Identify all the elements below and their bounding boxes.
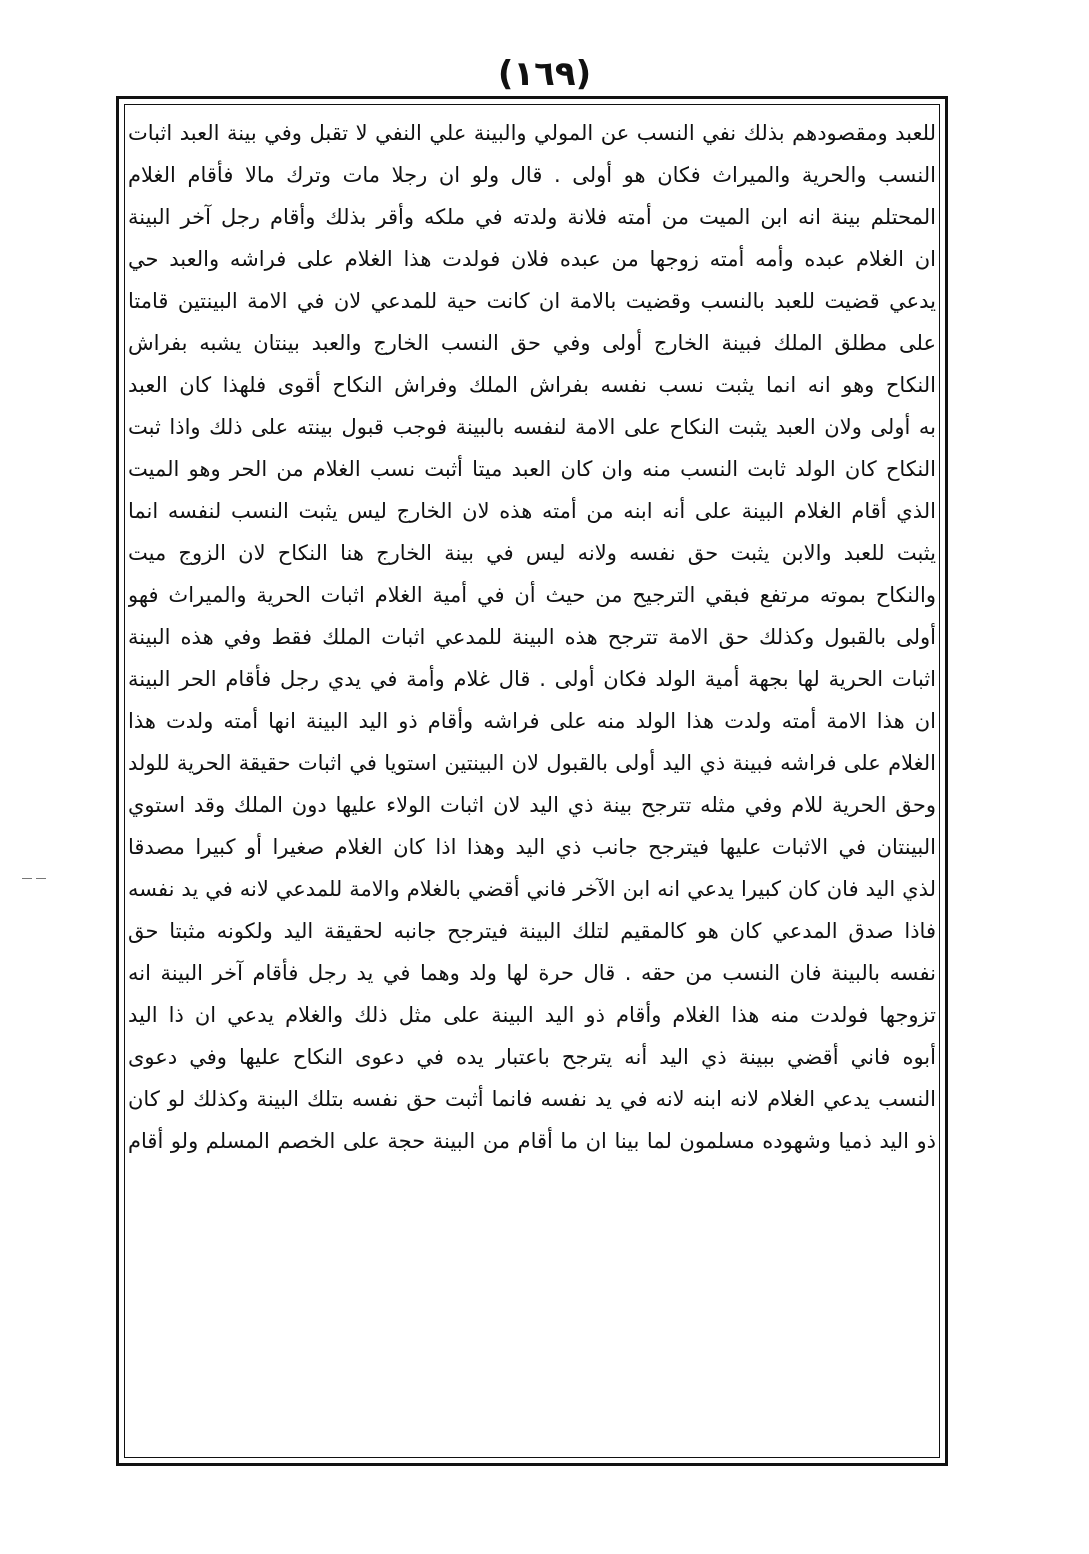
text-line: فاذا صدق المدعي كان هو كالمقيم لتلك البينة فيترجح جانبه لحقيقة اليد ولكونه مثبتا حق bbox=[128, 919, 936, 943]
text-line: للعبد ومقصودهم بذلك نفي النسب عن المولي والبينة علي النفي لا تقبل وفي بينة العبد اثبات bbox=[128, 121, 936, 145]
text-line: لذي اليد فان كان كبيرا يدعي انه ابن الآخر فاني أقضي بالغلام والامة للمدعي لانه في يد نفسه bbox=[128, 877, 936, 901]
text-line: المحتلم بينة انه ابن الميت من أمته فلانة ولدته في ملكه وأقر بذلك وأقام رجل آخر البينة bbox=[128, 205, 936, 229]
text-line: يثبت للعبد والابن يثبت حق نفسه ولانه ليس في بينة الخارج هنا النكاح لان الزوج ميت bbox=[128, 541, 936, 565]
text-line: الغلام على فراشه فبينة ذي اليد أولى بالقبول لان البينتين استويا في اثبات حقيقة الحرية للولد bbox=[128, 751, 936, 775]
text-line: النكاح كان الولد ثابت النسب منه وان كان العبد ميتا أثبت نسب الغلام من الحر وهو الميت bbox=[128, 457, 936, 481]
text-line: الذي أقام الغلام البينة على أنه ابنه من أمته هذه لان الخارج ليس يثبت النسب لنفسه انما bbox=[128, 499, 936, 523]
text-line: البينتان في الاثبات عليها فيترجح جانب ذي اليد وهذا اذا كان الغلام صغيرا أو كبيرا مصدقا bbox=[128, 835, 936, 859]
text-line: اثبات الحرية لها بجهة أمية الولد فكان أولى . قال غلام وأمة في يدي رجل فأقام الحر البينة bbox=[128, 667, 936, 691]
text-line: النسب يدعي الغلام لانه ابنه لانه في يد نفسه فانما أثبت حق نفسه بتلك البينة وكذلك لو كان bbox=[128, 1087, 936, 1111]
text-line: تزوجها فولدت منه هذا الغلام وأقام ذو اليد البينة على مثل ذلك والغلام يدعي ان ذا اليد bbox=[128, 1003, 936, 1027]
text-line: النكاح وهو انه انما يثبت نسب نفسه بفراش الملك وفراش النكاح أقوى فلهذا كان العبد bbox=[128, 373, 936, 397]
text-line: به أولى ولان العبد يثبت النكاح على الامة لنفسه بالبينة فوجب قبول بينته على ذلك واذا ثبت bbox=[128, 415, 936, 439]
text-line: أبوه فاني أقضي ببينة ذي اليد أنه يترجح باعتبار يده في دعوى النكاح عليها وفي دعوى bbox=[128, 1045, 936, 1069]
text-line: ان الغلام عبده وأمه أمته زوجها من عبده فلان فولدت هذا الغلام على فراشه والعبد حي bbox=[128, 247, 936, 271]
text-line: ذو اليد ذميا وشهوده مسلمون لما بينا ان ما أقام من البينة حجة على الخصم المسلم ولو أقام bbox=[128, 1129, 936, 1153]
text-line: والنكاح بموته مرتفع فبقي الترجيح من حيث أن في أمية الغلام اثبات الحرية والميراث فهو bbox=[128, 583, 936, 607]
text-line: نفسه بالبينة فان النسب من حقه . قال حرة لها ولد وهما في يد رجل فأقام آخر البينة انه bbox=[128, 961, 936, 985]
text-line: ان هذا الامة أمته ولدت هذا الولد منه على فراشه وأقام ذو اليد البينة انها أمته ولدت هذا bbox=[128, 709, 936, 733]
text-line: أولى بالقبول وكذلك حق الامة تترجح هذه البينة للمدعي اثبات الملك فقط وفي هذه البينة bbox=[128, 625, 936, 649]
margin-mark bbox=[22, 868, 62, 874]
text-line: على مطلق الملك فبينة الخارج أولى وفي حق النسب الخارج والعبد بينتان يشبه بفراش bbox=[128, 331, 936, 355]
text-line: وحق الحرية للام وفي مثله تترجح بينة ذي اليد لان اثبات الولاء عليها دون الملك وقد استوي bbox=[128, 793, 936, 817]
text-line: النسب والحرية والميراث فكان هو أولى . قال ولو ان رجلا مات وترك مالا فأقام الغلام bbox=[128, 163, 936, 187]
text-line: يدعي قضيت للعبد بالنسب وقضيت بالامة ان كانت حية للمدعي لان في الامة البينتين قامتا bbox=[128, 289, 936, 313]
text-body bbox=[128, 112, 936, 1456]
page-number: (١٦٩) bbox=[497, 54, 592, 94]
